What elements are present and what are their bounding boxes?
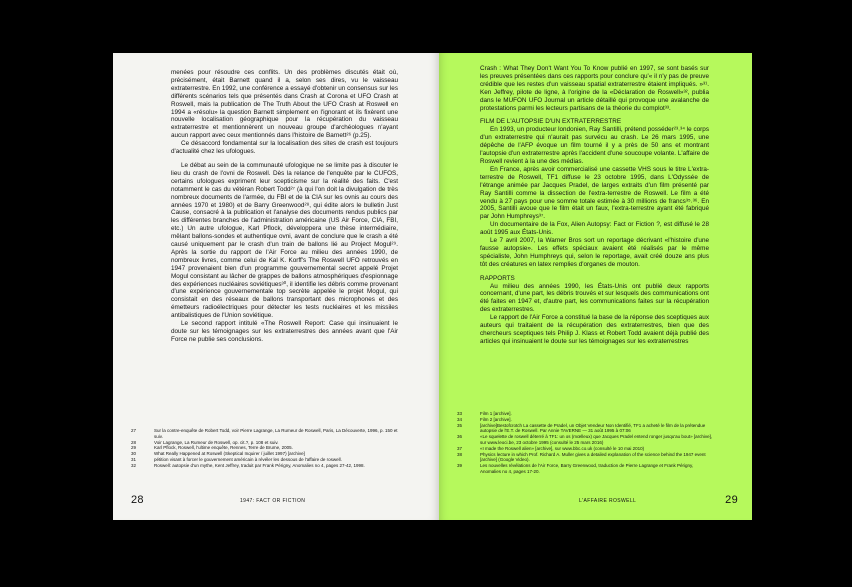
right-paragraph: Le 7 avril 2007, la Warner Bros sort un reportage décrivant «l'histoire d'une fausse autopsie». Les effets spéciaux avaient été réalisés par le même spécialiste, John Humphreys qui, selon le reportage, avait créé douze ans plus tôt des créatures en latex remplies d'organes de mouton. [480,237,709,268]
page-number: 29 [725,494,738,506]
footnote: 37 «I made the Roswell alien» [archive], sur www.bbc.co.uk (consulté le 10 mai 2010) [457,445,645,451]
running-head: L'AFFAIRE ROSWELL [579,498,637,504]
left-paragraph: Le débat au sein de la communauté ufologique ne se limite pas à discuter le lieu du crash de l'ovni de Roswell. Dès la relance de l'enquête par le CUFOS, certains ufologues expriment leur scepticisme sur la réalité des faits. C'est notamment le cas du vétéran Robert Todd²⁷ (à qui l'on doit la divulgation de très nombreux documents de l'armée, du FBI et de la CIA sur les ovnis au cours des années 1970 et 1980) et de Barry Greenwood²⁸, qui édite alors le bulletin Just Cause, consacré à la publication et l'analyse des documents rendus publics par les différentes branches de l'administration américaine (US Air Force, CIA, FBI, etc.) Un autre ufologue, Karl Pflock, développera une thèse intermédiaire, mêlant ballons-sondes et authentique ovni, avant de conclure que le crash a été causé uniquement par le crash d'un train de ballons lié au Project Mogul²⁹. Après la sortie du rapport de l'Air Force au milieu des années 1990, de nombreux livres, comme celui de Kal K. Korff's The Roswell UFO retrouvés en 1947 provenaient bien d'un programme gouvernemental secret appelé Projet Mogul consistant au lâcher de grappes de ballons atmosphériques d'espionnage des expériences nucléaires soviétiques³⁰, il identifie les débris comme provenant d'une expérience gouvernementale top secrète appelée le projet Mogul, qui consistait en des réseaux de ballons transportant des microphones et des émetteurs radioélectriques pour détecter les tests nucléaires et les missiles antibalistiques de l'Union soviétique. [171,161,398,320]
right-paragraph: Le rapport de l'Air Force a constitué la base de la réponse des sceptiques aux auteurs qui traitaient de la récupération des extraterrestres, bien que des chercheurs sceptiques tels Philip J. Klass et Robert Todd avaient déjà publié des articles qui insinuaient le doute sur les témoignages sur les extraterrestres [480,314,709,345]
right-page [439,53,752,520]
footnote: 32 Roswell: autopsie d'un mythe, Kent Jeffrey, traduit par Frank Périgny, Anomalies no 4, pages 27-42, 1998. [131,462,365,468]
footnote: 35 [archive]Bestofcrotch La cassette de Pradel, un Objet Vendeur Non Identifié, TF1 a acheté le film de la prétendue autopsie de l'E.T. de Roswell. Par Annie TAVERNE — 31 août 1995 à 07:06 [457,422,706,434]
section-heading: RAPPORTS [480,274,515,282]
right-footnotes [457,411,715,475]
page-number: 28 [131,494,144,506]
footnote: 33 Film 1 [archive]. [457,411,512,416]
footnote: 38 Physics lecture in which Prof. Richard A. Muller gives a detailed explanation of the science behind the 1947 event [archive] (Google Video). [457,451,706,463]
left-paragraph: menées pour résoudre ces conflits. Un des problèmes discutés était où, précisément, était Barnett quand il a, selon ses dires, vu le vaisseau extraterrestre. En 1992, une conférence a essayé d'obtenir un consensus sur les différents scénarios tels que présentés dans Crash at Corona et UFO Crash at Roswell, mais la publication de The Truth About the UFO Crash at Roswell en 1994 a «résolu» la question Barnett simplement en l'ignorant et ils fixèrent une nouvelle localisation géographique pour la récupération du vaisseau extraterrestre et mentionnèrent un nouveau groupe d'archéologues n'ayant aucun rapport avec ceux mentionnés dans l'histoire de Barnett²⁶ (p.25). [171,69,398,140]
footnote: 30 What Really Happened at Roswell (Skeptical Inquirer / juillet 1997) [archive] [131,451,305,457]
right-body-text [480,65,709,346]
left-paragraph: Le second rapport intitulé «The Roswell Report: Case qui insinuaient le doute sur les témoignages sur les extraterrestres des années avant que l'Air Force ne publie ses conclusions. [171,320,398,343]
left-footnotes [131,428,401,469]
right-paragraph: En France, après avoir commercialisé une cassette VHS sous le titre L'extra-terrestre de Roswell, TF1 diffuse le 23 octobre 1995, dans L'Odyssée de l'étrange animée par Jacques Pradel, de larges extraits d'un film présenté par Ray Santilli comme la dissection de l'extra-terrestre de Roswell. Le film a été vendu à 27 pays pour une somme totale estimée à 30 millions de francs³⁵˒³⁶. En 2005, Santilli avoue que le film était un faux, l'extra-terrestre ayant été fabriqué par John Humphreys³⁷. [480,165,709,221]
footnote: 34 Film 2 [archive]. [457,416,512,422]
right-intro-paragraph: Crash : What They Don't Want You To Know publié en 1997, se sont basés sur les preuves présentées dans ces rapports pour conclure qu'« il n'y pas de preuve crédible que les restes d'un vaisseau spatial extraterrestre étaient impliqués. »³¹. Ken Jeffrey, pilote de ligne, à l'origine de la «Déclaration de Roswell»³², publia dans le MUFON UFO Journal un article détaillé qui provoque une avalanche de protestations parmi les lecteurs partisans de la théorie du complot³³. [480,65,709,112]
left-page [113,53,439,520]
footnote: 39 Les nouvelles révélations de l'Air Force, Barry Greenwood, traduction de Pierre Lagrange et Frank Périgny, Anomalies no 4, pages 17-20. [457,463,694,474]
section-heading: FILM DE L'AUTOPSIE D'UN EXTRATERRESTRE [480,118,622,126]
right-paragraph: Un documentaire de la Fox, Alien Autopsy: Fact or Fiction ?, est diffusé le 28 août 1995 aux États-Unis. [480,221,709,237]
footnote: 27 Sur la contre-enquête de Robert Todd, voir Pierre Lagrange, La Rumeur de Roswell, Paris, La Découverte, 1996, p. 150 et suiv. [131,428,398,439]
footnote: 29 Karl Pflock, Roswell, l'ultime enquête, Rennes, Terre de Brume, 2005. [131,445,293,451]
footnote: 28 Voir Lagrange, La Rumeur de Roswell, op. cit.?, p. 108 et suiv. [131,439,279,445]
footnote: 31 pétition visant à forcer le gouvernement américain à révéler les dessous de l'affaire de roswell. [131,456,342,462]
left-body-text [171,69,398,344]
right-paragraph: Au milieu des années 1990, les États-Unis ont publié deux rapports concernant, d'une part, les débris trouvés et sur lesquels des communications ont été faites en 1947 et, d'autre part, les communications faites sur la récupération des extraterrestres. [480,282,710,314]
right-paragraph: En 1993, un producteur londonien, Ray Santilli, prétend posséder²³˒³⁴ le corps d'un extraterrestre qui n'aurait pas survécu au crash. Le 26 mars 1995, une dépêche de l'AFP évoque un film tourné il y a près de 50 ans et montrant l'autopsie d'un extraterrestre après l'accident d'une soucoupe volante. L'affaire de Roswell revient à la une des médias. [480,126,709,165]
running-head: 1947: FACT OR FICTION [240,498,306,504]
footnote: 36 «Le squelette de roswell déterré à TF1: un os (mœlleux) que Jacques Pradel entend ronger jusqu'au bout» [archive], sur www.leoci.be, 23 octobre 1995 (consulté le 25 mars 2016) [457,434,713,445]
left-paragraph: Ce désaccord fondamental sur la localisation des sites de crash est toujours d'actualité chez les ufologues. [171,140,398,156]
